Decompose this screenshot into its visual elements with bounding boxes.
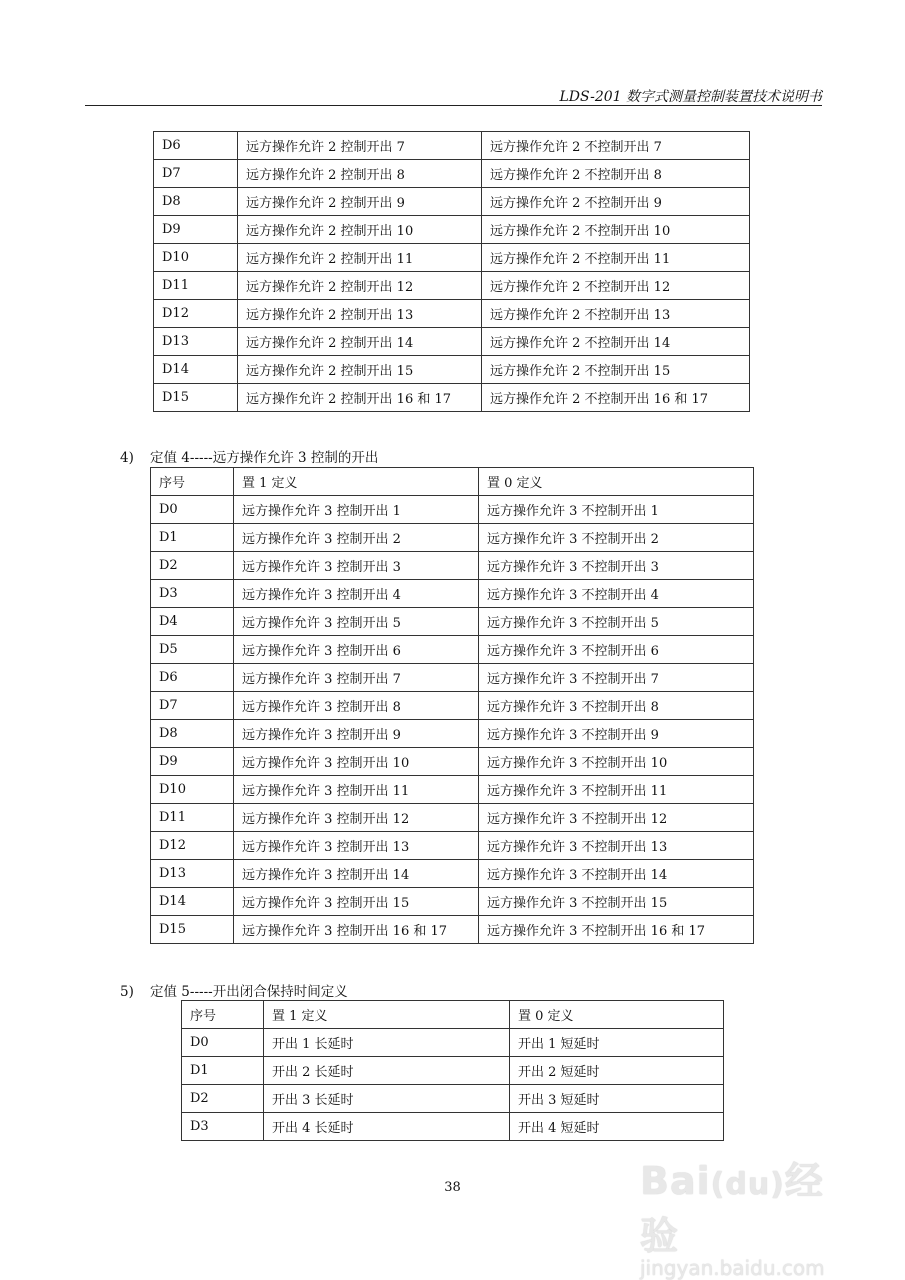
set-0-definition-cell: 远方操作允许 2 不控制开出 13: [482, 300, 750, 328]
bit-cell: D15: [151, 916, 234, 944]
set-0-definition-cell: 远方操作允许 3 不控制开出 14: [479, 860, 754, 888]
section-4-heading: [120, 446, 378, 466]
table-row: [182, 1029, 724, 1057]
set-1-definition-cell: 远方操作允许 2 控制开出 10: [238, 216, 482, 244]
table-row: [151, 832, 754, 860]
set-0-definition-cell: 远方操作允许 3 不控制开出 8: [479, 692, 754, 720]
section-4-number: 4): [120, 450, 134, 466]
bit-cell: D13: [151, 860, 234, 888]
bit-cell: D11: [154, 272, 238, 300]
set-0-definition-cell: 置 0 定义: [479, 468, 754, 496]
bit-cell: D9: [154, 216, 238, 244]
set-1-definition-cell: 远方操作允许 3 控制开出 12: [234, 804, 479, 832]
bit-cell: 序号: [151, 468, 234, 496]
set-0-definition-cell: 远方操作允许 2 不控制开出 10: [482, 216, 750, 244]
bit-cell: D6: [151, 664, 234, 692]
table-row: [151, 664, 754, 692]
bit-cell: D12: [151, 832, 234, 860]
table-row: [151, 888, 754, 916]
bit-cell: D10: [154, 244, 238, 272]
set-0-definition-cell: 远方操作允许 3 不控制开出 15: [479, 888, 754, 916]
table-row: [151, 636, 754, 664]
table-row: [151, 692, 754, 720]
set-1-definition-cell: 开出 2 长延时: [264, 1057, 510, 1085]
table-row: [182, 1085, 724, 1113]
bit-cell: D12: [154, 300, 238, 328]
set-1-definition-cell: 远方操作允许 3 控制开出 7: [234, 664, 479, 692]
bit-cell: D8: [151, 720, 234, 748]
set-0-definition-cell: 远方操作允许 2 不控制开出 8: [482, 160, 750, 188]
set-0-definition-cell: 开出 3 短延时: [510, 1085, 724, 1113]
set-1-definition-cell: 远方操作允许 3 控制开出 16 和 17: [234, 916, 479, 944]
set-1-definition-cell: 置 1 定义: [234, 468, 479, 496]
table-row: [154, 160, 750, 188]
table-row: [154, 216, 750, 244]
set-1-definition-cell: 远方操作允许 3 控制开出 10: [234, 748, 479, 776]
set-0-definition-cell: 远方操作允许 3 不控制开出 2: [479, 524, 754, 552]
table-setting-5: [181, 1000, 724, 1141]
table-row: [151, 748, 754, 776]
set-0-definition-cell: 远方操作允许 3 不控制开出 16 和 17: [479, 916, 754, 944]
set-0-definition-cell: 远方操作允许 3 不控制开出 5: [479, 608, 754, 636]
set-0-definition-cell: 远方操作允许 3 不控制开出 1: [479, 496, 754, 524]
set-0-definition-cell: 远方操作允许 2 不控制开出 12: [482, 272, 750, 300]
set-0-definition-cell: 置 0 定义: [510, 1001, 724, 1029]
table-row: [154, 188, 750, 216]
set-0-definition-cell: 远方操作允许 2 不控制开出 15: [482, 356, 750, 384]
set-1-definition-cell: 远方操作允许 3 控制开出 5: [234, 608, 479, 636]
table-header-row: [182, 1001, 724, 1029]
bit-cell: D3: [151, 580, 234, 608]
bit-cell: D6: [154, 132, 238, 160]
table-row: [154, 384, 750, 412]
table-row: [154, 356, 750, 384]
page-number: 38: [444, 1180, 461, 1195]
table-row: [182, 1057, 724, 1085]
section-4-title: 定值 4-----远方操作允许 3 控制的开出: [150, 450, 379, 466]
set-1-definition-cell: 远方操作允许 3 控制开出 14: [234, 860, 479, 888]
table-row: [151, 804, 754, 832]
set-1-definition-cell: 远方操作允许 3 控制开出 4: [234, 580, 479, 608]
table-row: [154, 272, 750, 300]
bit-cell: D0: [182, 1029, 264, 1057]
bit-cell: D14: [154, 356, 238, 384]
baidu-watermark-logo: Bai(du)经验 jingyan.baidu.com: [640, 1159, 825, 1280]
bit-cell: D7: [154, 160, 238, 188]
set-0-definition-cell: 远方操作允许 3 不控制开出 6: [479, 636, 754, 664]
set-1-definition-cell: 开出 4 长延时: [264, 1113, 510, 1141]
table-row: [151, 552, 754, 580]
set-1-definition-cell: 远方操作允许 2 控制开出 9: [238, 188, 482, 216]
table-row: [154, 244, 750, 272]
set-0-definition-cell: 远方操作允许 3 不控制开出 10: [479, 748, 754, 776]
section-5-heading: [120, 980, 348, 1000]
set-1-definition-cell: 远方操作允许 3 控制开出 11: [234, 776, 479, 804]
bit-cell: D4: [151, 608, 234, 636]
bit-cell: D11: [151, 804, 234, 832]
bit-cell: D5: [151, 636, 234, 664]
set-1-definition-cell: 远方操作允许 2 控制开出 16 和 17: [238, 384, 482, 412]
table-row: [154, 132, 750, 160]
set-1-definition-cell: 开出 1 长延时: [264, 1029, 510, 1057]
set-1-definition-cell: 远方操作允许 3 控制开出 15: [234, 888, 479, 916]
bit-cell: D15: [154, 384, 238, 412]
bit-cell: D10: [151, 776, 234, 804]
set-1-definition-cell: 远方操作允许 2 控制开出 7: [238, 132, 482, 160]
set-1-definition-cell: 远方操作允许 3 控制开出 9: [234, 720, 479, 748]
table-row: [182, 1113, 724, 1141]
section-5-title: 定值 5-----开出闭合保持时间定义: [150, 984, 348, 1000]
set-1-definition-cell: 远方操作允许 3 控制开出 2: [234, 524, 479, 552]
section-5-number: 5): [120, 984, 134, 1000]
document-header-title: LDS-201 数字式测量控制装置技术说明书: [559, 89, 822, 105]
set-1-definition-cell: 开出 3 长延时: [264, 1085, 510, 1113]
set-1-definition-cell: 远方操作允许 3 控制开出 6: [234, 636, 479, 664]
bit-cell: D2: [151, 552, 234, 580]
bit-cell: D0: [151, 496, 234, 524]
set-0-definition-cell: 远方操作允许 2 不控制开出 14: [482, 328, 750, 356]
table-row: [151, 916, 754, 944]
set-1-definition-cell: 远方操作允许 3 控制开出 1: [234, 496, 479, 524]
set-0-definition-cell: 远方操作允许 2 不控制开出 9: [482, 188, 750, 216]
set-1-definition-cell: 远方操作允许 3 控制开出 8: [234, 692, 479, 720]
set-0-definition-cell: 开出 1 短延时: [510, 1029, 724, 1057]
bit-cell: D2: [182, 1085, 264, 1113]
bit-cell: D3: [182, 1113, 264, 1141]
set-0-definition-cell: 远方操作允许 3 不控制开出 7: [479, 664, 754, 692]
set-0-definition-cell: 远方操作允许 3 不控制开出 9: [479, 720, 754, 748]
set-0-definition-cell: 远方操作允许 3 不控制开出 12: [479, 804, 754, 832]
table-row: [154, 328, 750, 356]
set-1-definition-cell: 远方操作允许 2 控制开出 14: [238, 328, 482, 356]
table-remote-2-continued: [153, 131, 750, 412]
set-0-definition-cell: 远方操作允许 2 不控制开出 16 和 17: [482, 384, 750, 412]
table-row: [151, 580, 754, 608]
table-row: [151, 860, 754, 888]
bit-cell: D8: [154, 188, 238, 216]
table-setting-4: [150, 467, 754, 944]
bit-cell: D7: [151, 692, 234, 720]
set-1-definition-cell: 远方操作允许 2 控制开出 15: [238, 356, 482, 384]
table-header-row: [151, 468, 754, 496]
bit-cell: D1: [151, 524, 234, 552]
set-1-definition-cell: 置 1 定义: [264, 1001, 510, 1029]
set-0-definition-cell: 远方操作允许 2 不控制开出 11: [482, 244, 750, 272]
set-1-definition-cell: 远方操作允许 3 控制开出 3: [234, 552, 479, 580]
bit-cell: D1: [182, 1057, 264, 1085]
bit-cell: D14: [151, 888, 234, 916]
set-1-definition-cell: 远方操作允许 2 控制开出 12: [238, 272, 482, 300]
table-row: [151, 776, 754, 804]
table-row: [151, 720, 754, 748]
set-0-definition-cell: 远方操作允许 3 不控制开出 4: [479, 580, 754, 608]
set-1-definition-cell: 远方操作允许 2 控制开出 11: [238, 244, 482, 272]
set-0-definition-cell: 开出 4 短延时: [510, 1113, 724, 1141]
set-1-definition-cell: 远方操作允许 2 控制开出 8: [238, 160, 482, 188]
set-0-definition-cell: 远方操作允许 3 不控制开出 3: [479, 552, 754, 580]
table-row: [151, 496, 754, 524]
bit-cell: D9: [151, 748, 234, 776]
set-0-definition-cell: 远方操作允许 2 不控制开出 7: [482, 132, 750, 160]
set-1-definition-cell: 远方操作允许 2 控制开出 13: [238, 300, 482, 328]
bit-cell: D13: [154, 328, 238, 356]
set-0-definition-cell: 开出 2 短延时: [510, 1057, 724, 1085]
set-0-definition-cell: 远方操作允许 3 不控制开出 11: [479, 776, 754, 804]
header-rule: [85, 105, 822, 106]
table-row: [151, 608, 754, 636]
set-1-definition-cell: 远方操作允许 3 控制开出 13: [234, 832, 479, 860]
table-row: [154, 300, 750, 328]
bit-cell: 序号: [182, 1001, 264, 1029]
set-0-definition-cell: 远方操作允许 3 不控制开出 13: [479, 832, 754, 860]
table-row: [151, 524, 754, 552]
